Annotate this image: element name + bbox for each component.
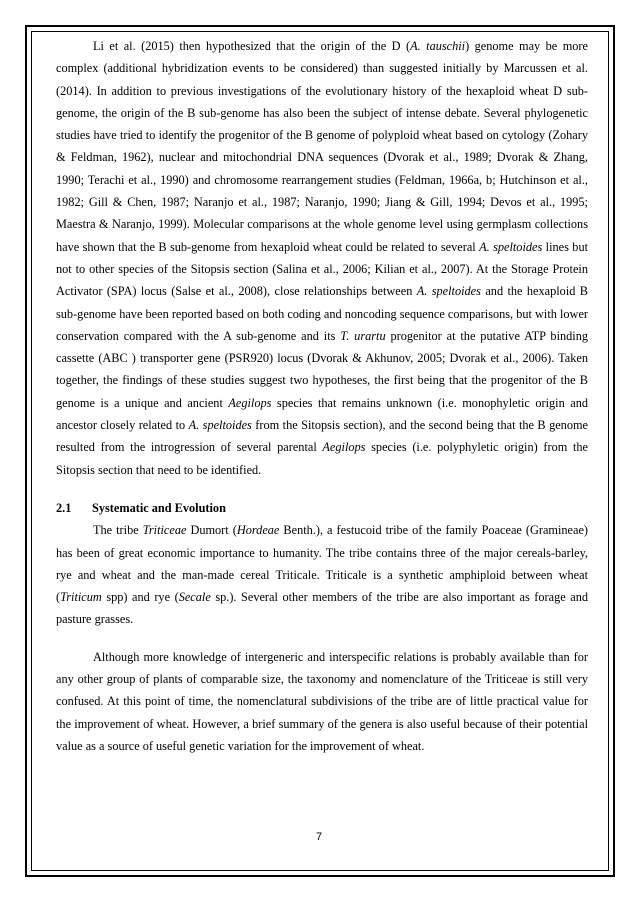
paragraph-taxonomy-confusion: Although more knowledge of intergeneric and interspecific relations is probably available than for any other group of plants of comparable size, the taxonomy and nomenclature of the Triticeae is still very confused. At this point of time, the nomenclatural subdivisions of the tribe are of little practical value for the improvement of wheat. However, a brief summary of the genera is also useful because of their potential value as a source of useful genetic variation for the improvement of wheat. bbox=[56, 649, 588, 753]
genus-name: Secale bbox=[178, 590, 211, 605]
text-run: The tribe bbox=[93, 523, 143, 538]
text-run: spp) and rye ( bbox=[101, 590, 179, 605]
taxon-name: Triticeae bbox=[142, 523, 187, 538]
genus-name: Triticum bbox=[60, 590, 102, 605]
page-number: 7 bbox=[315, 831, 323, 843]
species-name: A. speltoides bbox=[416, 284, 481, 299]
text-run: ) genome may be more complex (additional hybridization events to be considered) than suggested initially by Marcussen et al. (2014). In addition to previous investigations of the evolutionary history of the hexaploid wheat D sub-genome, the origin of the B sub-genome has also been the subject of intense debate. Several phylogenetic studies have tried to identify the progenitor of the B genome of polyploid wheat based on cytology (Zohary & Feldman, 1962), nuclear and mitochondrial DNA sequences (Dvorak et al., 1989; Dvorak & Zhang, 1990; Terachi et al., 1990) and chromosome rearrangement studies (Feldman, 1966a, b; Hutchinson et al., 1982; Gill & Chen, 1987; Naranjo et al., 1987; Naranjo, 1990; Jiang & Gill, 1994; Devos et al., 1995; Maestra & Naranjo, 1999). Molecular comparisons at the whole genome level using germplasm collections have shown that the B sub-genome from hexaploid wheat could be related to several bbox=[56, 39, 588, 254]
genus-name: Aegilops bbox=[322, 440, 366, 455]
genus-name: Aegilops bbox=[228, 395, 272, 410]
taxon-name: Hordeae bbox=[236, 523, 280, 538]
text-run: from the Sitopsis section), and the second being that the B genome resulted from the introgression of several parental bbox=[56, 418, 589, 455]
text-run: species that remains unknown (i.e. monophyletic origin and ancestor closely related to bbox=[56, 395, 589, 433]
document-body bbox=[56, 35, 588, 757]
species-name: A. speltoides bbox=[188, 418, 252, 433]
species-name: T. urartu bbox=[340, 328, 386, 343]
paragraph-b-genome-origin bbox=[56, 35, 588, 481]
paragraph-triticeae-tribe bbox=[56, 519, 588, 630]
text-run: species (i.e. polyphyletic origin) from the Sitopsis section that need to be identified. bbox=[56, 440, 588, 477]
species-name: A. speltoides bbox=[479, 239, 543, 254]
text-run: sp.). Several other members of the tribe are also important as forage and pasture grasses. bbox=[56, 590, 588, 627]
section-heading bbox=[56, 497, 588, 519]
species-name: A. tauschii bbox=[410, 39, 466, 53]
text-run: progenitor at the putative ATP binding cassette (ABC ) transporter gene (PSR920) locus (Dvorak & Akhunov, 2005; Dvorak et al., 2006). Taken together, the findings of these studies suggest two hypotheses, the first being that the progenitor of the B genome is a unique and ancient bbox=[56, 328, 588, 410]
text-run: lines but not to other species of the Sitopsis section (Salina et al., 2006; Kilian et al., 2007). At the Storage Protein Activator (SPA) locus (Salse et al., 2008), close relationships between bbox=[56, 239, 589, 299]
text-run: and the hexaploid B sub-genome have been reported based on both coding and noncoding sequence comparisons, but with lower conservation compared with the A sub-genome and its bbox=[56, 284, 588, 343]
section-number: 2.1 bbox=[56, 500, 72, 515]
text-run: Dumort ( bbox=[186, 523, 237, 538]
text-run: Li et al. (2015) then hypothesized that the origin of the D ( bbox=[93, 39, 411, 53]
section-title: Systematic and Evolution bbox=[92, 500, 226, 515]
text-run: Benth.), a festucoid tribe of the family Poaceae (Gramineae) has been of great economic importance to humanity. The tribe contains three of the major cereals-barley, rye and wheat and the man-made cereal Triticale. Triticale is a synthetic amphiploid between wheat ( bbox=[56, 523, 589, 605]
